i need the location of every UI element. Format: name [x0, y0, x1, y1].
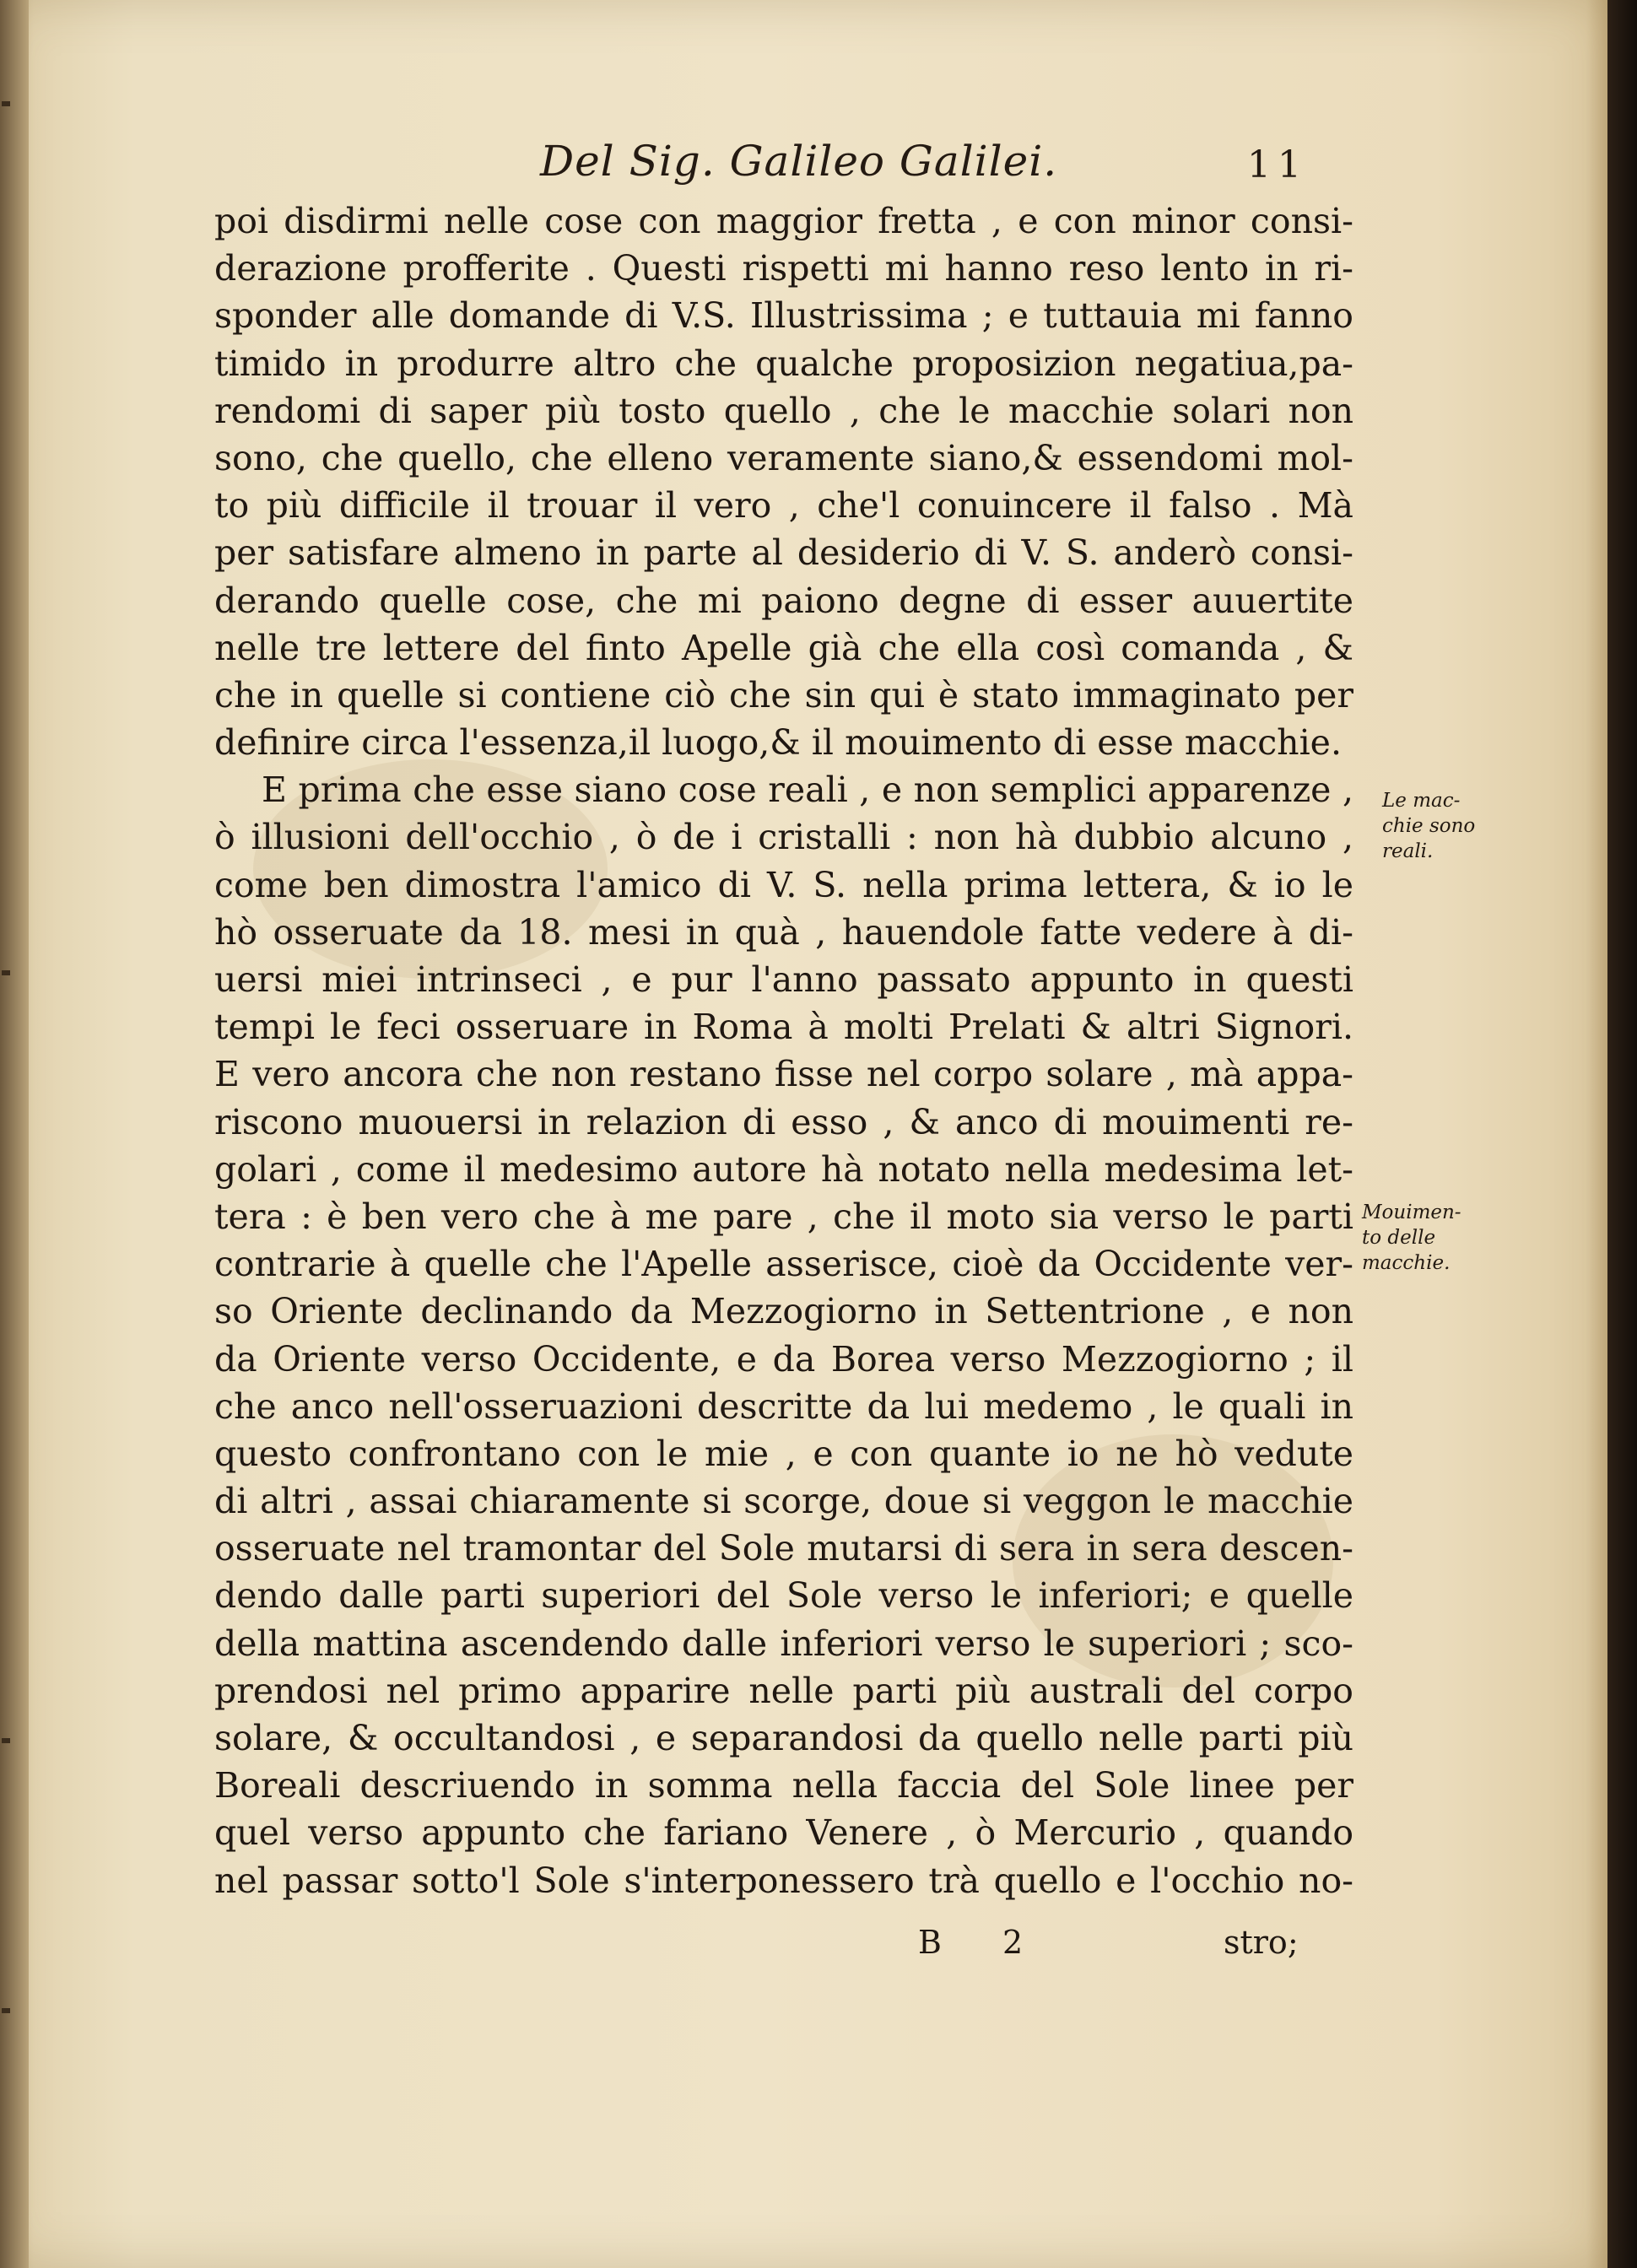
text-line: prendosi nel primo apparire nelle parti più australi del corpo	[214, 1670, 1353, 1711]
text-line: dendo dalle parti superiori del Sole verso le inferiori; e quelle	[214, 1575, 1353, 1617]
text-line: tera : è ben vero che à me pare , che il moto sia verso le parti	[214, 1196, 1353, 1237]
text-line: golari , come il medesimo autore hà notato nella medesima let-	[214, 1148, 1353, 1190]
binding-mark	[2, 2008, 10, 2013]
margin-note-line: macchie.	[1362, 1252, 1451, 1274]
text-line: ò illusioni dell'occhio , ò de i cristalli : non hà dubbio alcuno ,	[214, 817, 1353, 858]
text-line: tempi le feci osseruare in Roma à molti Prelati & altri Signori.	[214, 1007, 1353, 1048]
text-line: timido in produrre altro che qualche proposizion negatiua,pa-	[214, 343, 1353, 384]
margin-note-line: to delle	[1362, 1227, 1436, 1249]
text-line: per satisfare almeno in parte al desiderio di V. S. anderò consi-	[214, 532, 1353, 574]
text-line: poi disdirmi nelle cose con maggior fretta , e con minor consi-	[214, 201, 1353, 241]
text-line: riscono muouersi in relazion di esso , & anco di mouimenti re-	[214, 1101, 1353, 1142]
margin-note-line: reali.	[1382, 840, 1434, 862]
text-line: solare, & occultandosi , e separandosi da quello nelle parti più	[214, 1718, 1353, 1758]
text-line: derazione profferite . Questi rispetti mi hanno reso lento in ri-	[214, 248, 1353, 289]
text-line: osseruate nel tramontar del Sole mutarsi di sera in sera descen-	[214, 1528, 1353, 1569]
text-line: della mattina ascendendo dalle inferiori verso le superiori ; sco-	[214, 1623, 1353, 1664]
text-line: questo confrontano con le mie , e con quante io ne hò vedute	[214, 1433, 1353, 1474]
text-line: definire circa l'essenza,il luogo,& il mouimento di esse macchie.	[214, 722, 1342, 764]
text-line: E vero ancora che non restano fisse nel corpo solare , mà appa-	[214, 1054, 1353, 1095]
text-line: da Oriente verso Occidente, e da Borea verso Mezzogiorno ; il	[214, 1338, 1353, 1380]
page-number: 11	[1247, 143, 1308, 186]
body-text	[214, 197, 1353, 1904]
text-line: sono, che quello, che elleno veramente siano,& essendomi mol-	[214, 437, 1353, 478]
margin-note-real-spots	[1382, 788, 1475, 864]
text-line: E prima che esse siano cose reali , e non semplici apparenze ,	[262, 770, 1353, 811]
text-line: quel verso appunto che fariano Venere , ò Mercurio , quando	[214, 1812, 1353, 1854]
text-line: che in quelle si contiene ciò che sin qui è stato immaginato per	[214, 674, 1353, 716]
text-line: come ben dimostra l'amico di V. S. nella prima lettera, & io le	[214, 864, 1353, 905]
margin-note-spot-movement	[1362, 1200, 1461, 1276]
text-line: contrarie à quelle che l'Apelle asserisce, cioè da Occidente ver-	[214, 1244, 1353, 1285]
text-line: uersi miei intrinseci , e pur l'anno passato appunto in questi	[214, 959, 1353, 1000]
margin-note-line: Mouimen-	[1362, 1202, 1461, 1223]
page-gutter	[0, 0, 29, 2268]
catchword: stro;	[1224, 1924, 1299, 1961]
margin-note-line: chie sono	[1382, 815, 1476, 837]
text-line: nelle tre lettere del finto Apelle già che ella così comanda , &	[214, 627, 1353, 668]
text-line: rendomi di saper più tosto quello , che le macchie solari non	[214, 390, 1353, 431]
text-line: nel passar sotto'l Sole s'interponessero trà quello e l'occhio no-	[214, 1860, 1353, 1901]
binding-mark	[2, 970, 10, 975]
text-line: hò osseruate da 18. mesi in quà , hauendole fatte vedere à di-	[214, 911, 1353, 953]
text-line: to più difficile il trouar il vero , che'l conuincere il falso . Mà	[214, 485, 1353, 526]
text-line: derando quelle cose, che mi paiono degne di esser auuertite	[214, 580, 1353, 621]
text-line: che anco nell'osseruazioni descritte da lui medemo , le quali in	[214, 1385, 1353, 1427]
text-line: so Oriente declinando da Mezzogiorno in Settentrione , e non	[214, 1291, 1353, 1332]
signature-mark: B 2	[918, 1924, 1049, 1961]
binding-mark	[2, 1738, 10, 1743]
running-title: Del Sig. Galileo Galilei.	[540, 137, 1058, 186]
next-page-edge	[1607, 0, 1637, 2268]
margin-note-line: Le mac-	[1382, 790, 1461, 812]
binding-mark	[2, 101, 10, 106]
text-line: di altri , assai chiaramente si scorge, doue si veggon le macchie	[214, 1481, 1353, 1522]
text-line: Boreali descriuendo in somma nella faccia del Sole linee per	[214, 1765, 1353, 1806]
text-line: sponder alle domande di V.S. Illustrissima ; e tuttauia mi fanno	[214, 295, 1353, 337]
